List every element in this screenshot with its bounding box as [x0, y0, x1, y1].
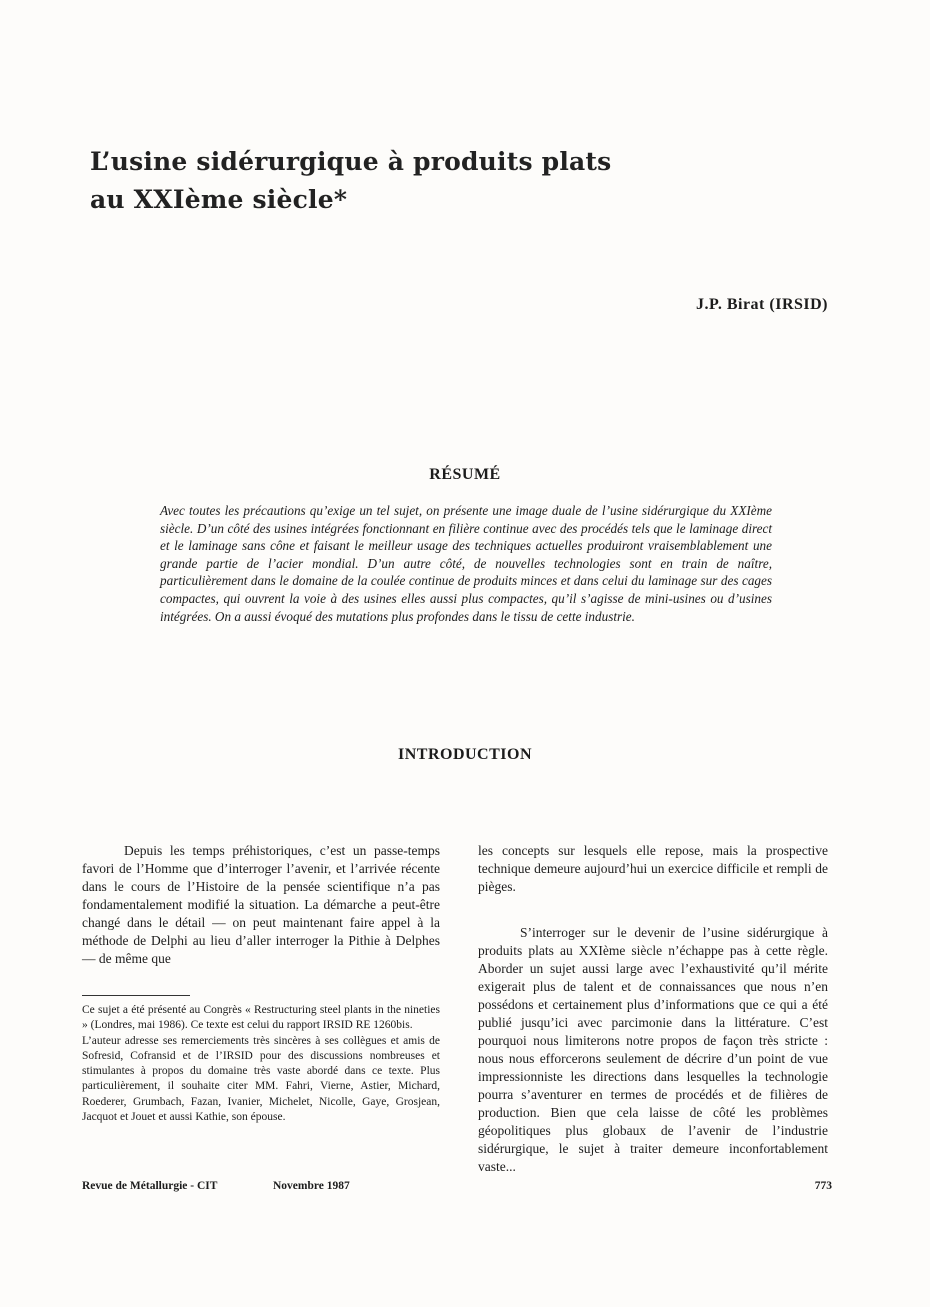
footnote-note: Ce sujet a été présenté au Congrès « Restructuring steel plants in the nineties » (Londres, mai 1986). Ce texte est celui du rapport IRSID RE 1260bis.	[82, 1004, 440, 1032]
article-title-line-2: au XXIème siècle*	[90, 185, 348, 214]
body-column-left	[82, 842, 440, 968]
introduction-heading: INTRODUCTION	[397, 746, 532, 763]
paragraph: les concepts sur lesquels elle repose, mais la prospective technique demeure aujourd’hui un exercice difficile et rempli de pièges.	[478, 843, 828, 894]
body-column-right	[478, 842, 828, 1176]
footer-journal: Revue de Métallurgie - CIT	[82, 1180, 218, 1192]
article-title	[90, 143, 850, 219]
footer-date: Novembre 1987	[273, 1180, 350, 1192]
abstract-text: Avec toutes les précautions qu’exige un tel sujet, on présente une image duale de l’usine sidérurgique du XXIème siècle. D’un côté des usines intégrées fonctionnant en filière continue avec des procédés tels que le laminage direct et le laminage sans cône et faisant le meilleur usage des techniques actuelles produiront vraisemblablement une grande partie de l’acier mondial. D’un autre côté, de nouvelles technologies sont en train de naître, particulièrement dans le domaine de la coulée continue de produits minces et dans celui du laminage sur des cages compactes, qui ouvrent la voie à des usines elles aussi plus compactes, qu’il s’agisse de mini-usines ou d’usines intégrées. On a aussi évoqué des mutations plus profondes dans le tissu de cette industrie.	[160, 503, 772, 624]
footnote-acknowledgement: L’auteur adresse ses remerciements très sincères à ses collègues et amis de Sofresid, Cofransid et de l’IRSID pour des discussions nombreuses et stimulantes à propos du domaine très vaste abordé dans ce texte. Plus particulièrement, il souhaite citer MM. Fahri, Vierne, Astier, Michard, Roederer, Grumbach, Fazan, Ivanier, Michelet, Nicolle, Gaye, Grosjean, Jacquot et Jouet et aussi Kathie, son épouse.	[82, 1034, 440, 1124]
page-number: 773	[814, 1180, 832, 1192]
footnote	[82, 1003, 440, 1125]
article-title-line-1: L’usine sidérurgique à produits plats	[90, 147, 612, 176]
abstract-heading: RÉSUMÉ	[429, 466, 501, 483]
author-byline: J.P. Birat (IRSID)	[696, 296, 828, 313]
footnote-divider	[82, 995, 190, 996]
paragraph: Depuis les temps préhistoriques, c’est un passe-temps favori de l’Homme que d’interroger l’avenir, et l’arrivée récente dans le cours de l’Histoire de la pensée scientifique n’a pas fondamentalement modifié la situation. La démarche a peut-être changé dans le détail — on peut maintenant faire appel à la méthode de Delphi au lieu d’aller interroger la Pithie à Delphes — de même que	[82, 843, 440, 966]
paragraph: S’interroger sur le devenir de l’usine sidérurgique à produits plats au XXIème siècle n’échappe pas à cette règle. Aborder un sujet aussi large avec l’exhaustivité qu’il mérite exigerait plus de talent et de connaissances que nous n’en possédons et certainement plus d’informations que ce qui a été publié jusqu’ici avec parcimonie dans la littérature. C’est pourquoi nous limiterons notre propos de façon très stricte : nous nous efforcerons seulement de décrire d’un point de vue impressionniste les directions dans lesquelles la technologie pourra s’aventurer en termes de procédés et de filières de production. Bien que cela laisse de côté les problèmes géopolitiques plus globaux de l’avenir de l’industrie sidérurgique, le sujet à traiter demeure inconfortablement vaste...	[478, 925, 828, 1174]
